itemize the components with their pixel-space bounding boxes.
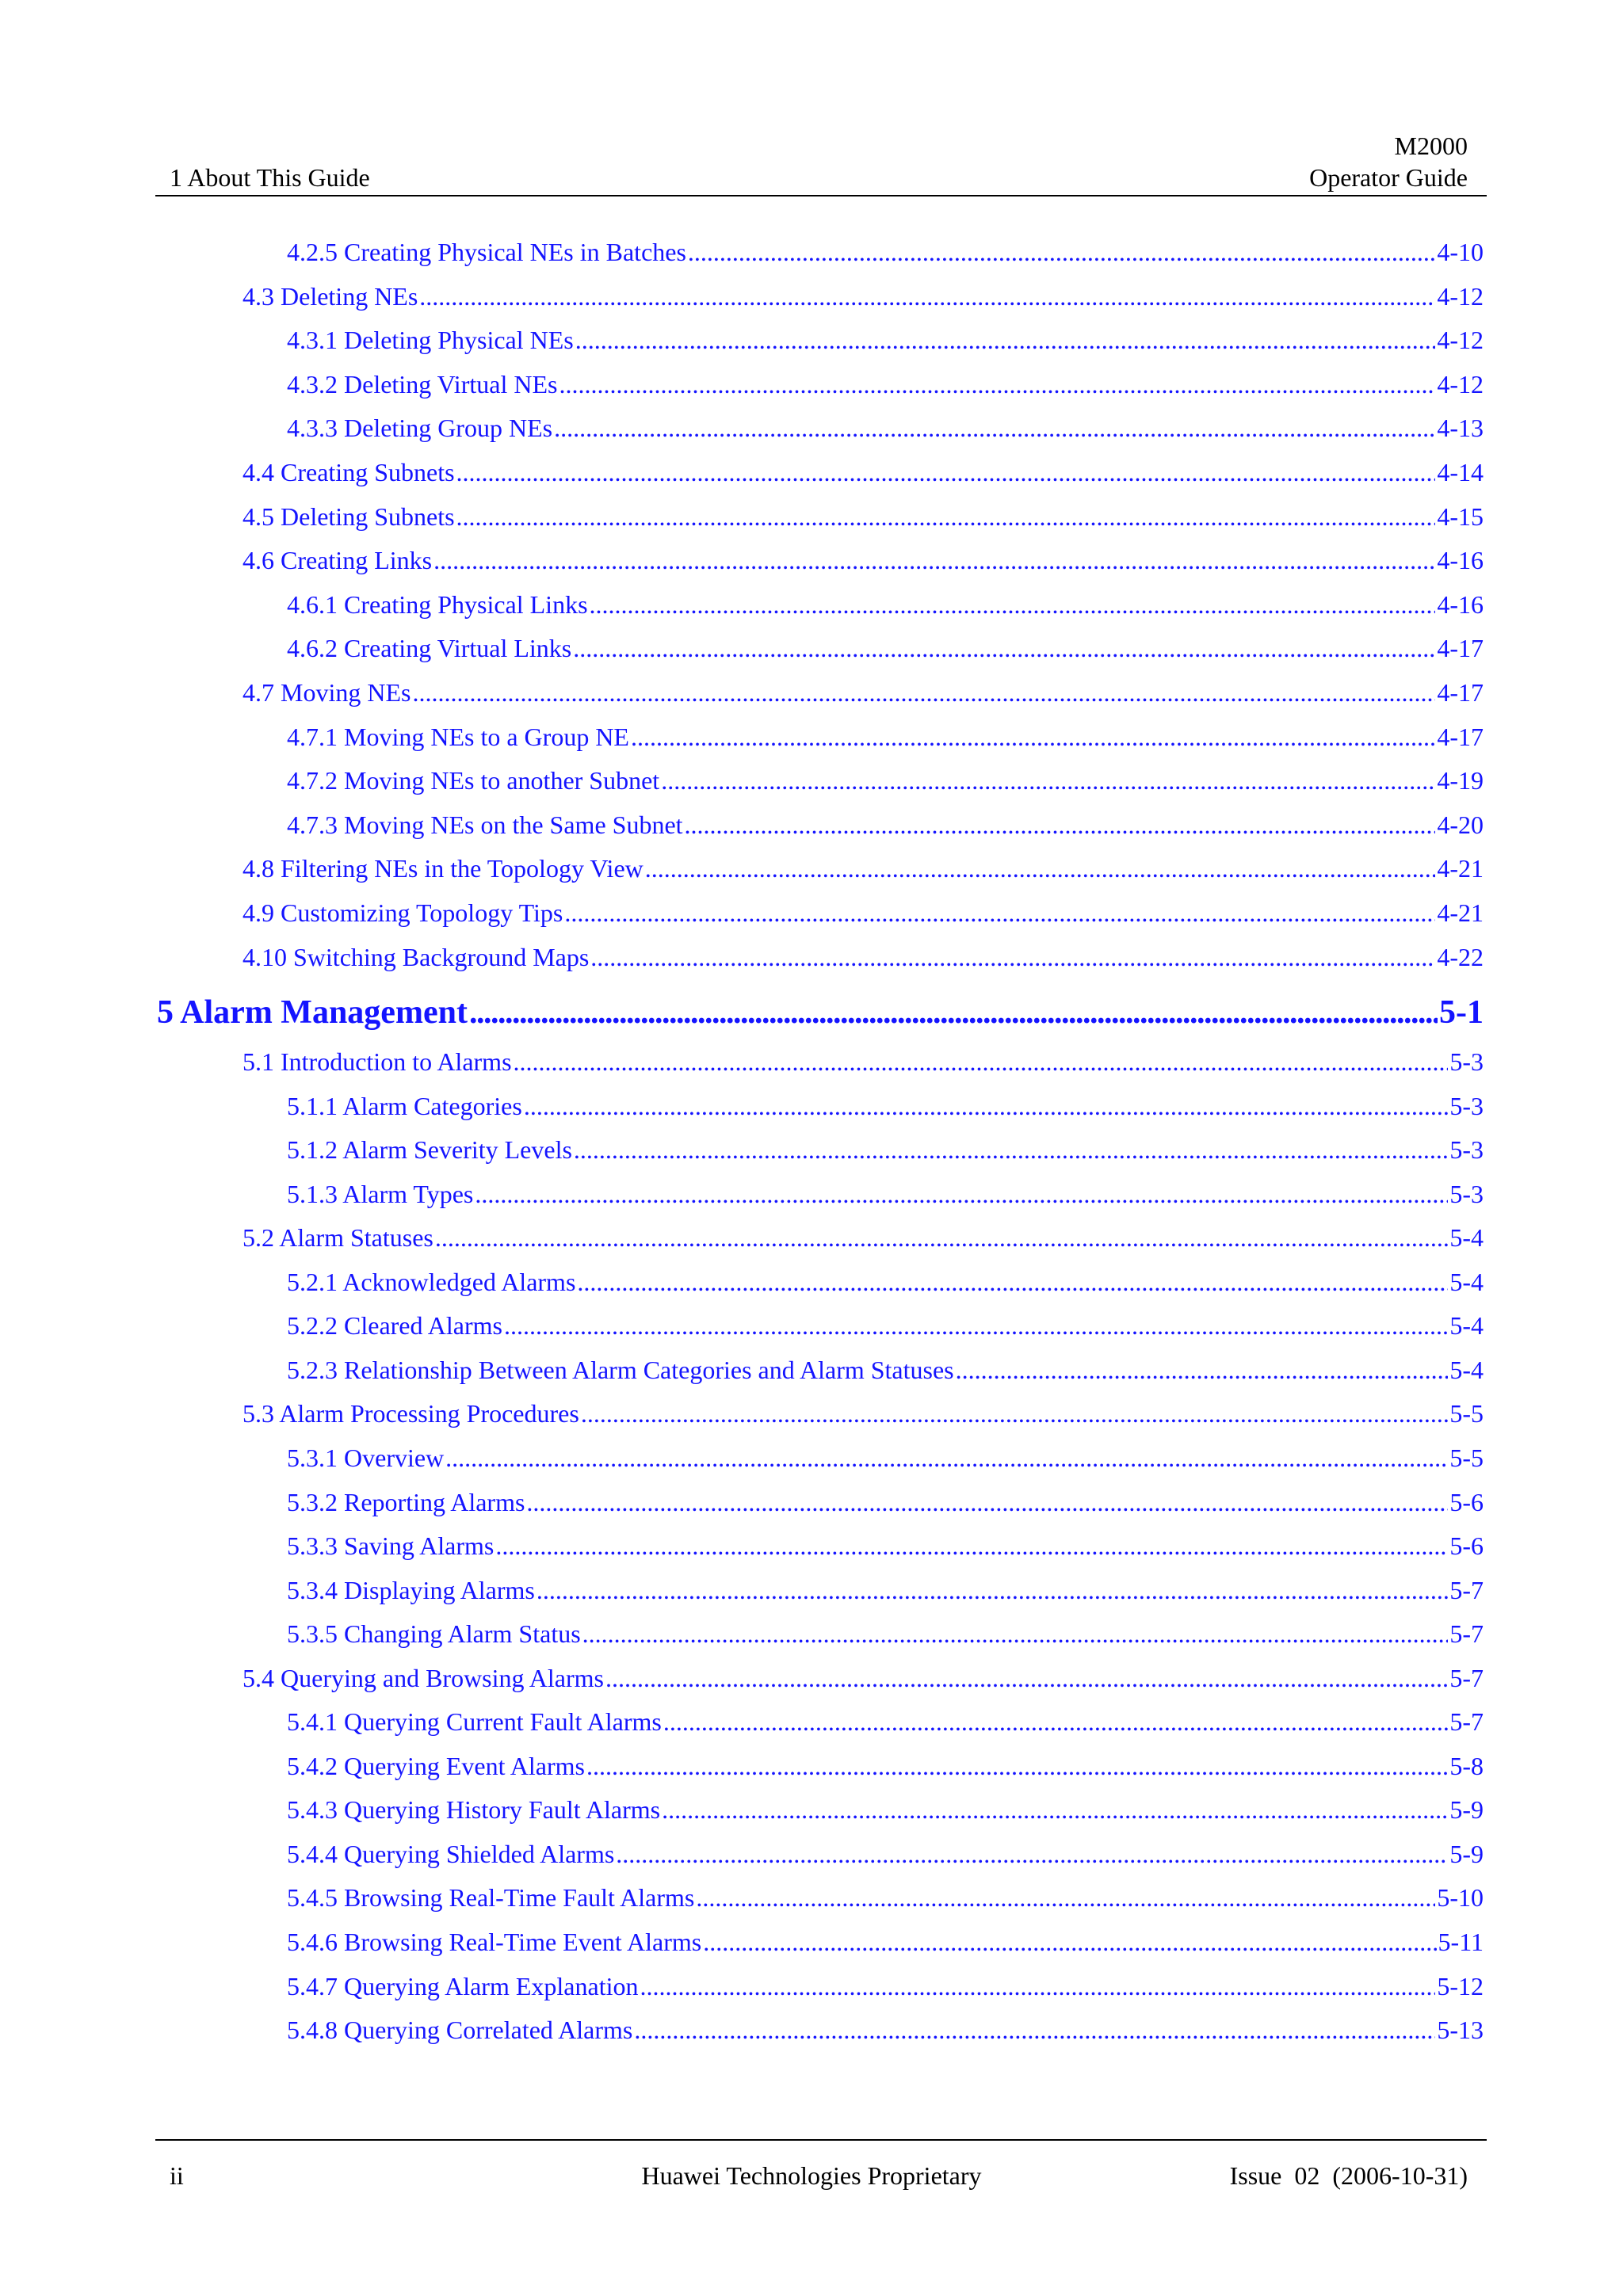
toc-entry-title: 5.2.3 Relationship Between Alarm Categories and Alarm Statuses (287, 1355, 954, 1384)
toc-dot-leader (640, 1969, 1435, 2004)
toc-chapter-link[interactable] (157, 992, 1484, 1033)
toc-dot-leader (574, 1132, 1448, 1167)
toc-entry-page: 4-15 (1437, 502, 1484, 531)
toc-dot-leader (456, 455, 1436, 490)
toc-dot-leader (661, 763, 1435, 798)
toc-entry-title: 5.3 Alarm Processing Procedures (242, 1399, 579, 1428)
toc-dot-leader (663, 1704, 1449, 1739)
toc-entry-link[interactable] (242, 1396, 1484, 1431)
toc-entry-title: 5.4.3 Querying History Fault Alarms (287, 1795, 661, 1825)
header-guide-name: Operator Guide (1309, 163, 1468, 192)
toc-dot-leader (577, 1264, 1448, 1299)
toc-entry-page: 5-4 (1449, 1311, 1484, 1341)
toc-entry-link[interactable] (287, 1177, 1484, 1211)
toc-entry-page: 5-6 (1449, 1531, 1484, 1561)
toc-entry-page: 4-21 (1437, 854, 1484, 883)
toc-dot-leader (559, 367, 1435, 402)
toc-entry-link[interactable] (287, 1749, 1484, 1783)
toc-entry-title: 4.2.5 Creating Physical NEs in Batches (287, 238, 686, 266)
toc-entry-page: 4-17 (1437, 634, 1484, 663)
toc-entry-link[interactable] (242, 1044, 1484, 1079)
toc-dot-leader (631, 719, 1435, 754)
toc-entry-page: 4-21 (1437, 898, 1484, 927)
header-product-name: M2000 (1394, 132, 1468, 160)
toc-entry-link[interactable] (287, 1485, 1484, 1520)
toc-entry-page: 5-10 (1437, 1883, 1484, 1913)
toc-entry-link[interactable] (287, 1616, 1484, 1651)
toc-dot-leader (616, 1836, 1448, 1871)
toc-dot-leader (514, 1044, 1449, 1079)
toc-dot-leader (504, 1308, 1448, 1343)
toc-dot-leader (435, 1220, 1448, 1255)
toc-entry-title: 5 Alarm Management (157, 994, 468, 1031)
toc-entry-page: 4-17 (1437, 722, 1484, 751)
toc-entry-title: 4.4 Creating Subnets (242, 458, 455, 486)
toc-entry-link[interactable] (287, 631, 1484, 666)
toc-entry-title: 5.4.8 Querying Correlated Alarms (287, 2016, 633, 2045)
toc-entry-page: 4-17 (1437, 678, 1484, 707)
toc-entry-title: 4.3.2 Deleting Virtual NEs (287, 369, 558, 399)
toc-entry-title: 5.1 Introduction to Alarms (242, 1047, 512, 1076)
toc-dot-leader (703, 1924, 1436, 1959)
toc-entry-page: 5-5 (1449, 1399, 1484, 1428)
toc-entry-page: 5-9 (1449, 1839, 1484, 1868)
toc-entry-title: 5.4.6 Browsing Real-Time Event Alarms (287, 1928, 702, 1956)
toc-entry-title: 4.9 Customizing Topology Tips (242, 898, 563, 927)
footer-issue-date: Issue 02 (2006-10-31) (1229, 2161, 1468, 2190)
toc-entry-page: 5-9 (1449, 1795, 1484, 1825)
toc-entry-link[interactable] (242, 851, 1484, 886)
toc-entry-page: 4-19 (1437, 766, 1484, 795)
toc-entry-link[interactable] (287, 1880, 1484, 1915)
toc-dot-leader (573, 631, 1435, 666)
toc-entry-link[interactable] (287, 807, 1484, 842)
toc-dot-leader (495, 1528, 1448, 1563)
toc-entry-link[interactable] (287, 367, 1484, 402)
toc-entry-link[interactable] (287, 1352, 1484, 1387)
toc-entry-title: 4.5 Deleting Subnets (242, 502, 455, 531)
toc-entry-link[interactable] (242, 1661, 1484, 1695)
toc-entry-title: 5.4.2 Querying Event Alarms (287, 1751, 585, 1780)
toc-dot-leader (696, 1880, 1435, 1915)
toc-dot-leader (688, 235, 1435, 269)
toc-dot-leader (564, 895, 1435, 930)
toc-entry-page: 4-13 (1437, 414, 1484, 443)
toc-entry-link[interactable] (242, 455, 1484, 490)
toc-entry-title: 4.6 Creating Links (242, 546, 433, 575)
toc-dot-leader (526, 1485, 1448, 1520)
toc-entry-link[interactable] (287, 2012, 1484, 2047)
toc-dot-leader (586, 1749, 1448, 1783)
toc-entry-title: 5.4.4 Querying Shielded Alarms (287, 1839, 615, 1868)
toc-entry-title: 4.8 Filtering NEs in the Topology View (242, 854, 643, 883)
toc-entry-title: 5.1.3 Alarm Types (287, 1179, 474, 1208)
toc-entry-link[interactable] (287, 1440, 1484, 1475)
header-section-title: 1 About This Guide (170, 163, 370, 192)
toc-entry-link[interactable] (287, 719, 1484, 754)
toc-entry-page: 5-3 (1449, 1135, 1484, 1165)
toc-dot-leader (433, 543, 1435, 578)
toc-entry-link[interactable] (287, 1264, 1484, 1299)
toc-entry-page: 4-10 (1437, 238, 1484, 266)
toc-dot-leader (685, 807, 1436, 842)
toc-entry-page: 5-5 (1449, 1443, 1484, 1472)
toc-dot-leader (581, 1396, 1449, 1431)
toc-dot-leader (590, 587, 1436, 622)
toc-entry-page: 5-13 (1437, 2016, 1484, 2045)
toc-dot-leader (537, 1573, 1448, 1608)
toc-entry-title: 5.3.2 Reporting Alarms (287, 1487, 525, 1516)
toc-entry-page: 4-12 (1437, 326, 1484, 355)
toc-entry-page: 4-16 (1437, 546, 1484, 575)
toc-entry-link[interactable] (287, 1528, 1484, 1563)
toc-entry-title: 5.3.4 Displaying Alarms (287, 1575, 535, 1604)
toc-entry-link[interactable] (287, 1132, 1484, 1167)
toc-dot-leader (582, 1616, 1449, 1651)
toc-entry-link[interactable] (287, 1573, 1484, 1608)
toc-dot-leader (662, 1792, 1448, 1827)
toc-entry-title: 5.2 Alarm Statuses (242, 1223, 433, 1253)
toc-entry-link[interactable] (287, 1924, 1484, 1959)
toc-entry-title: 5.1.1 Alarm Categories (287, 1091, 522, 1120)
toc-entry-title: 4.7.2 Moving NEs to another Subnet (287, 766, 660, 795)
toc-entry-title: 4.7.1 Moving NEs to a Group NE (287, 722, 629, 751)
toc-entry-page: 5-4 (1449, 1355, 1484, 1384)
toc-entry-page: 5-4 (1449, 1223, 1484, 1253)
toc-entry-page: 5-12 (1437, 1971, 1484, 2000)
toc-entry-page: 5-7 (1449, 1619, 1484, 1649)
toc-entry-title: 4.7 Moving NEs (242, 678, 411, 707)
toc-entry-link[interactable] (287, 410, 1484, 445)
toc-entry-link[interactable] (287, 587, 1484, 622)
toc-entry-link[interactable] (287, 1308, 1484, 1343)
toc-dot-leader (645, 851, 1436, 886)
toc-entry-link[interactable] (287, 1089, 1484, 1123)
toc-entry-link[interactable] (287, 1704, 1484, 1739)
toc-entry-page: 5-4 (1449, 1267, 1484, 1296)
toc-entry-title: 5.3.3 Saving Alarms (287, 1531, 495, 1561)
toc-entry-title: 5.2.2 Cleared Alarms (287, 1311, 502, 1341)
toc-entry-title: 5.4.1 Querying Current Fault Alarms (287, 1707, 662, 1737)
toc-dot-leader (605, 1661, 1448, 1695)
toc-dot-leader (524, 1089, 1449, 1123)
toc-entry-page: 5-3 (1449, 1179, 1484, 1208)
toc-entry-page: 5-3 (1449, 1091, 1484, 1120)
toc-entry-link[interactable] (242, 279, 1484, 314)
toc-dot-leader (634, 2012, 1435, 2047)
toc-entry-link[interactable] (287, 322, 1484, 357)
toc-entry-link[interactable] (242, 543, 1484, 578)
toc-entry-page: 5-1 (1439, 994, 1484, 1031)
toc-entry-link[interactable] (287, 1836, 1484, 1871)
toc-entry-page: 4-20 (1437, 810, 1484, 839)
toc-entry-page: 4-12 (1437, 369, 1484, 399)
toc-entry-page: 4-16 (1437, 589, 1484, 619)
toc-entry-page: 4-14 (1437, 458, 1484, 486)
toc-entry-link[interactable] (287, 763, 1484, 798)
toc-entry-title: 4.3.3 Deleting Group NEs (287, 414, 553, 443)
toc-dot-leader (554, 410, 1435, 445)
toc-entry-title: 5.4.5 Browsing Real-Time Fault Alarms (287, 1883, 695, 1913)
toc-entry-page: 5-6 (1449, 1487, 1484, 1516)
footer-proprietary-notice: Huawei Technologies Proprietary (641, 2161, 982, 2190)
footer-divider (155, 2139, 1487, 2141)
toc-entry-title: 5.1.2 Alarm Severity Levels (287, 1135, 572, 1165)
toc-entry-page: 5-11 (1438, 1928, 1484, 1956)
toc-entry-link[interactable] (242, 675, 1484, 710)
toc-entry-page: 5-7 (1449, 1663, 1484, 1692)
toc-dot-leader (419, 279, 1435, 314)
toc-entry-link[interactable] (242, 499, 1484, 534)
toc-entry-title: 4.3.1 Deleting Physical NEs (287, 326, 574, 355)
toc-entry-page: 5-7 (1449, 1707, 1484, 1737)
toc-dot-leader (956, 1352, 1449, 1387)
toc-dot-leader (575, 322, 1436, 357)
toc-entry-page: 4-22 (1437, 942, 1484, 971)
toc-entry-title: 5.3.1 Overview (287, 1443, 445, 1472)
toc-entry-title: 4.3 Deleting NEs (242, 281, 418, 311)
toc-entry-title: 4.10 Switching Background Maps (242, 942, 590, 971)
toc-dot-leader (445, 1440, 1448, 1475)
toc-entry-link[interactable] (242, 1220, 1484, 1255)
toc-dot-leader (590, 940, 1435, 974)
toc-entry-title: 5.2.1 Acknowledged Alarms (287, 1267, 576, 1296)
toc-entry-link[interactable] (242, 895, 1484, 930)
toc-entry-link[interactable] (287, 1969, 1484, 2004)
toc-entry-title: 4.7.3 Moving NEs on the Same Subnet (287, 810, 683, 839)
toc-dot-leader (412, 675, 1435, 710)
toc-entry-title: 5.4 Querying and Browsing Alarms (242, 1663, 604, 1692)
toc-entry-title: 4.6.2 Creating Virtual Links (287, 634, 572, 663)
toc-entry-page: 5-8 (1449, 1751, 1484, 1780)
toc-dot-leader (475, 1177, 1448, 1211)
toc-entry-title: 5.3.5 Changing Alarm Status (287, 1619, 581, 1649)
footer-page-number: ii (170, 2161, 184, 2190)
toc-entry-page: 5-7 (1449, 1575, 1484, 1604)
toc-dot-leader (469, 992, 1438, 1033)
toc-entry-link[interactable] (287, 235, 1484, 269)
toc-entry-title: 5.4.7 Querying Alarm Explanation (287, 1971, 639, 2000)
toc-entry-title: 4.6.1 Creating Physical Links (287, 589, 588, 619)
toc-entry-page: 4-12 (1437, 281, 1484, 311)
toc-entry-link[interactable] (287, 1792, 1484, 1827)
toc-dot-leader (456, 499, 1436, 534)
toc-entry-link[interactable] (242, 940, 1484, 974)
toc-entry-page: 5-3 (1449, 1047, 1484, 1076)
